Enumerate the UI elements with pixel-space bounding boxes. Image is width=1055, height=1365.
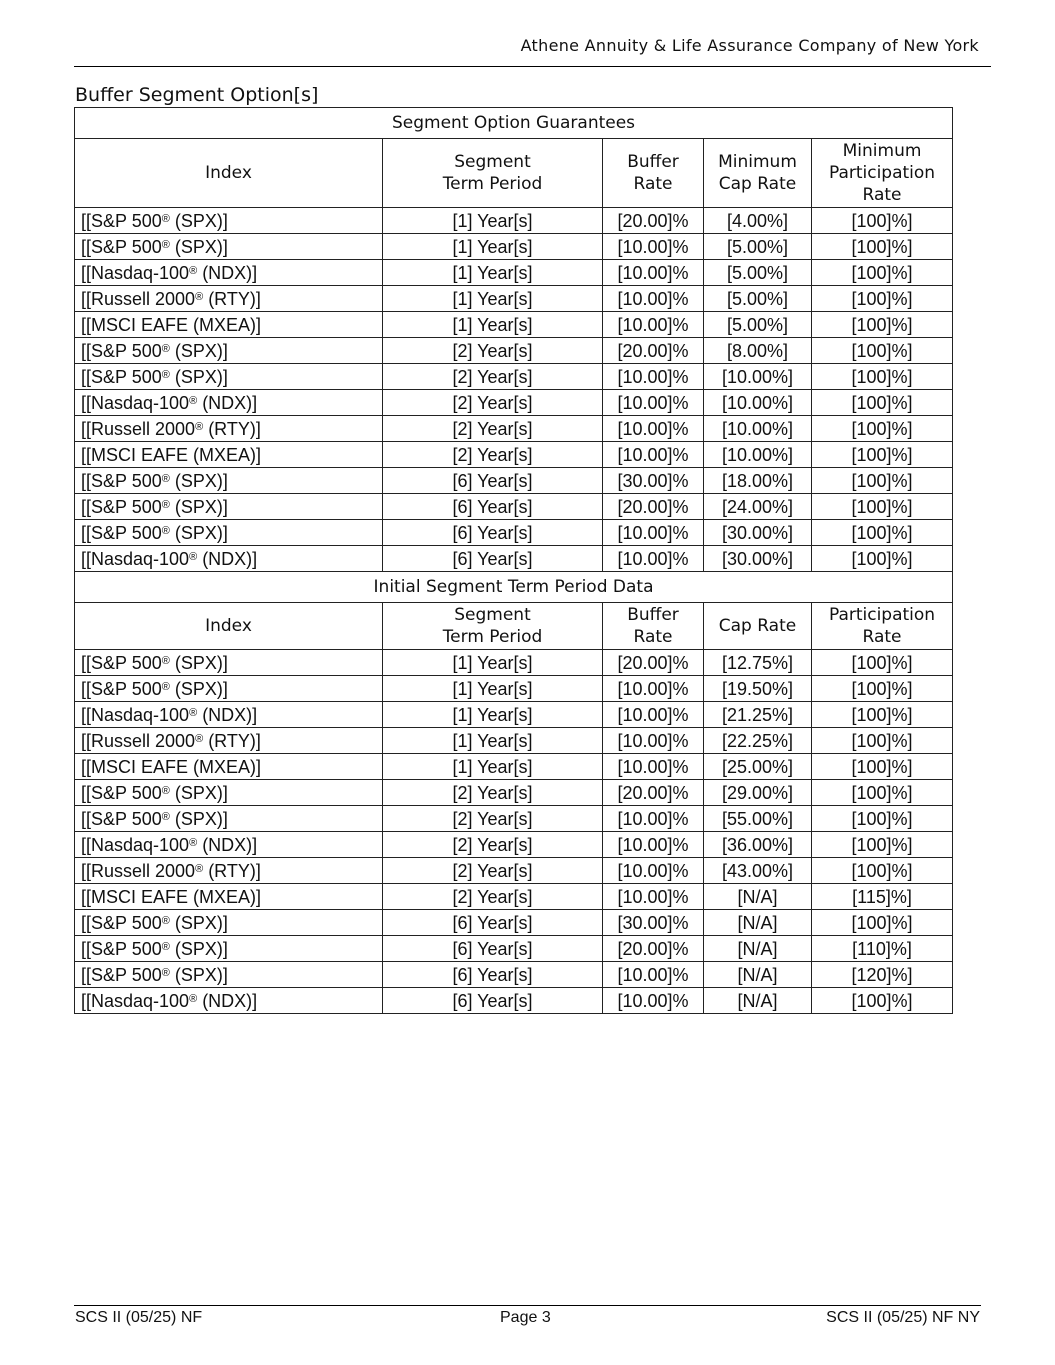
registered-mark: ® (195, 732, 204, 745)
participation-cell: [100]%] (812, 338, 953, 364)
participation-cell: [100]%] (812, 806, 953, 832)
index-ticker: (NDX)] (197, 704, 258, 725)
term-cell: [6] Year[s] (383, 520, 603, 546)
col-header-min-part-line3: Rate (862, 185, 902, 205)
buffer-cell: [10.00]% (603, 234, 704, 260)
buffer-cell: [10.00]% (603, 260, 704, 286)
table-row (75, 416, 953, 442)
index-cell (75, 832, 383, 858)
term-cell: [1] Year[s] (383, 754, 603, 780)
table-row (75, 338, 953, 364)
index-name: [[MSCI EAFE (MXEA)] (81, 886, 262, 907)
index-ticker: (SPX)] (169, 496, 228, 517)
index-name: [[Nasdaq-100 (81, 262, 190, 283)
index-cell (75, 702, 383, 728)
registered-mark: ® (189, 836, 198, 849)
index-name: [[S&P 500 (81, 470, 162, 491)
index-name: [[S&P 500 (81, 652, 162, 673)
index-ticker: (SPX)] (169, 964, 228, 985)
initial-rows (75, 650, 953, 1014)
index-ticker: (RTY)] (203, 730, 261, 751)
index-ticker: (NDX)] (197, 262, 258, 283)
participation-cell: [100]%] (812, 520, 953, 546)
col-header-term (383, 603, 603, 650)
footer-page-number: Page 3 (500, 1309, 551, 1326)
term-cell: [2] Year[s] (383, 884, 603, 910)
index-name: [[Russell 2000 (81, 730, 196, 751)
table-row (75, 936, 953, 962)
cap-cell: [30.00%] (704, 520, 812, 546)
index-name: [[Russell 2000 (81, 860, 196, 881)
table-row (75, 312, 953, 338)
index-cell (75, 260, 383, 286)
registered-mark: ® (161, 238, 170, 251)
index-ticker: (SPX)] (169, 782, 228, 803)
col-header-term (383, 139, 603, 208)
index-name: [[Nasdaq-100 (81, 392, 190, 413)
buffer-cell: [20.00]% (603, 494, 704, 520)
buffer-cell: [10.00]% (603, 884, 704, 910)
table-row (75, 884, 953, 910)
term-cell: [6] Year[s] (383, 468, 603, 494)
registered-mark: ® (189, 706, 198, 719)
participation-cell: [100]%] (812, 728, 953, 754)
index-cell (75, 650, 383, 676)
col-header-min-cap (704, 139, 812, 208)
cap-cell: [30.00%] (704, 546, 812, 572)
participation-cell: [100]%] (812, 910, 953, 936)
registered-mark: ® (161, 810, 170, 823)
registered-mark: ® (189, 550, 198, 563)
registered-mark: ® (189, 264, 198, 277)
cap-cell: [10.00%] (704, 442, 812, 468)
cap-cell: [N/A] (704, 910, 812, 936)
index-cell (75, 468, 383, 494)
participation-cell: [100]%] (812, 416, 953, 442)
index-ticker: (SPX)] (169, 938, 228, 959)
registered-mark: ® (195, 420, 204, 433)
registered-mark: ® (161, 498, 170, 511)
participation-cell: [100]%] (812, 676, 953, 702)
term-cell: [6] Year[s] (383, 936, 603, 962)
participation-cell: [120]%] (812, 962, 953, 988)
buffer-cell: [20.00]% (603, 780, 704, 806)
index-ticker: (NDX)] (197, 990, 258, 1011)
index-ticker: (SPX)] (169, 678, 228, 699)
index-name: [[MSCI EAFE (MXEA)] (81, 314, 262, 335)
cap-cell: [N/A] (704, 936, 812, 962)
buffer-cell: [10.00]% (603, 546, 704, 572)
term-cell: [1] Year[s] (383, 286, 603, 312)
buffer-cell: [10.00]% (603, 676, 704, 702)
index-name: [[S&P 500 (81, 782, 162, 803)
participation-cell: [115]%] (812, 884, 953, 910)
buffer-cell: [10.00]% (603, 728, 704, 754)
index-name: [[S&P 500 (81, 678, 162, 699)
participation-cell: [100]%] (812, 260, 953, 286)
participation-cell: [100]%] (812, 364, 953, 390)
buffer-cell: [20.00]% (603, 936, 704, 962)
participation-cell: [100]%] (812, 468, 953, 494)
col-header-index: Index (75, 603, 383, 650)
cap-cell: [10.00%] (704, 390, 812, 416)
cap-cell: [21.25%] (704, 702, 812, 728)
index-cell (75, 728, 383, 754)
participation-cell: [100]%] (812, 832, 953, 858)
index-cell (75, 858, 383, 884)
cap-cell: [19.50%] (704, 676, 812, 702)
index-cell (75, 806, 383, 832)
index-ticker: (RTY)] (203, 418, 261, 439)
index-name: [[Russell 2000 (81, 288, 196, 309)
col-header-term-line2: Term Period (442, 627, 543, 647)
index-name: [[S&P 500 (81, 340, 162, 361)
term-cell: [2] Year[s] (383, 780, 603, 806)
table-row (75, 676, 953, 702)
index-ticker: (SPX)] (169, 366, 228, 387)
index-name: [[S&P 500 (81, 938, 162, 959)
cap-cell: [5.00%] (704, 312, 812, 338)
buffer-cell: [10.00]% (603, 832, 704, 858)
participation-cell: [100]%] (812, 390, 953, 416)
buffer-cell: [10.00]% (603, 520, 704, 546)
participation-cell: [100]%] (812, 208, 953, 234)
table-row (75, 806, 953, 832)
col-header-cap: Cap Rate (704, 603, 812, 650)
table-row (75, 858, 953, 884)
term-cell: [6] Year[s] (383, 988, 603, 1014)
participation-cell: [100]%] (812, 546, 953, 572)
col-header-buffer-line1: Buffer (627, 605, 679, 625)
footer-form-number-ny: SCS II (05/25) NF NY (826, 1309, 980, 1326)
term-cell: [2] Year[s] (383, 416, 603, 442)
registered-mark: ® (161, 524, 170, 537)
buffer-cell: [10.00]% (603, 390, 704, 416)
cap-cell: [8.00%] (704, 338, 812, 364)
col-header-buffer-line2: Rate (633, 174, 673, 194)
buffer-cell: [10.00]% (603, 962, 704, 988)
index-ticker: (NDX)] (197, 392, 258, 413)
term-cell: [6] Year[s] (383, 494, 603, 520)
cap-cell: [12.75%] (704, 650, 812, 676)
index-cell (75, 390, 383, 416)
index-cell (75, 676, 383, 702)
table-row (75, 208, 953, 234)
cap-cell: [22.25%] (704, 728, 812, 754)
participation-cell: [100]%] (812, 858, 953, 884)
index-name: [[MSCI EAFE (MXEA)] (81, 444, 262, 465)
buffer-cell: [10.00]% (603, 286, 704, 312)
term-cell: [1] Year[s] (383, 702, 603, 728)
index-cell (75, 988, 383, 1014)
index-name: [[MSCI EAFE (MXEA)] (81, 756, 262, 777)
cap-cell: [4.00%] (704, 208, 812, 234)
registered-mark: ® (195, 290, 204, 303)
index-name: [[Nasdaq-100 (81, 548, 190, 569)
col-header-min-cap-line1: Minimum (718, 152, 797, 172)
guarantees-band-row (75, 108, 953, 139)
index-cell (75, 936, 383, 962)
table-row (75, 234, 953, 260)
cap-cell: [5.00%] (704, 260, 812, 286)
index-name: [[S&P 500 (81, 210, 162, 231)
index-ticker: (SPX)] (169, 340, 228, 361)
cap-cell: [10.00%] (704, 416, 812, 442)
buffer-cell: [10.00]% (603, 442, 704, 468)
cap-cell: [N/A] (704, 988, 812, 1014)
col-header-buffer-line2: Rate (633, 627, 673, 647)
cap-cell: [43.00%] (704, 858, 812, 884)
index-cell (75, 520, 383, 546)
index-cell (75, 208, 383, 234)
buffer-cell: [10.00]% (603, 312, 704, 338)
table-row (75, 910, 953, 936)
index-ticker: (SPX)] (169, 912, 228, 933)
index-cell (75, 312, 383, 338)
registered-mark: ® (161, 212, 170, 225)
initial-header-row (75, 603, 953, 650)
term-cell: [1] Year[s] (383, 676, 603, 702)
cap-cell: [18.00%] (704, 468, 812, 494)
col-header-min-part-line2: Participation (828, 163, 936, 183)
index-ticker: (SPX)] (169, 652, 228, 673)
index-cell (75, 754, 383, 780)
term-cell: [2] Year[s] (383, 390, 603, 416)
index-ticker: (SPX)] (169, 522, 228, 543)
index-name: [[S&P 500 (81, 522, 162, 543)
index-ticker: (RTY)] (203, 288, 261, 309)
index-name: [[Nasdaq-100 (81, 834, 190, 855)
registered-mark: ® (161, 914, 170, 927)
index-ticker: (RTY)] (203, 860, 261, 881)
index-name: [[S&P 500 (81, 964, 162, 985)
buffer-cell: [10.00]% (603, 858, 704, 884)
company-header: Athene Annuity & Life Assurance Company of New York (520, 36, 979, 55)
section-title: Buffer Segment Option[s] (75, 84, 319, 106)
table-row (75, 702, 953, 728)
participation-cell: [100]%] (812, 234, 953, 260)
buffer-cell: [10.00]% (603, 754, 704, 780)
participation-cell: [100]%] (812, 780, 953, 806)
registered-mark: ® (161, 940, 170, 953)
index-cell (75, 494, 383, 520)
index-cell (75, 910, 383, 936)
index-ticker: (NDX)] (197, 834, 258, 855)
term-cell: [2] Year[s] (383, 858, 603, 884)
initial-band-title: Initial Segment Term Period Data (75, 572, 953, 603)
cap-cell: [N/A] (704, 962, 812, 988)
term-cell: [1] Year[s] (383, 208, 603, 234)
table-row (75, 546, 953, 572)
index-name: [[Nasdaq-100 (81, 704, 190, 725)
index-name: [[Russell 2000 (81, 418, 196, 439)
cap-cell: [24.00%] (704, 494, 812, 520)
index-ticker: (SPX)] (169, 808, 228, 829)
col-header-min-participation (812, 139, 953, 208)
registered-mark: ® (195, 862, 204, 875)
guarantees-band-title: Segment Option Guarantees (75, 108, 953, 139)
term-cell: [1] Year[s] (383, 260, 603, 286)
col-header-buffer (603, 139, 704, 208)
term-cell: [6] Year[s] (383, 910, 603, 936)
table-row (75, 494, 953, 520)
index-cell (75, 884, 383, 910)
buffer-cell: [20.00]% (603, 650, 704, 676)
col-header-part-line2: Rate (862, 627, 902, 647)
index-ticker: (NDX)] (197, 548, 258, 569)
buffer-cell: [20.00]% (603, 338, 704, 364)
index-cell (75, 442, 383, 468)
index-name: [[S&P 500 (81, 366, 162, 387)
header-divider (74, 66, 991, 67)
term-cell: [1] Year[s] (383, 728, 603, 754)
guarantees-rows (75, 208, 953, 572)
col-header-min-cap-line2: Cap Rate (718, 174, 797, 194)
table-row (75, 442, 953, 468)
col-header-term-line2: Term Period (442, 174, 543, 194)
term-cell: [2] Year[s] (383, 806, 603, 832)
table-row (75, 728, 953, 754)
term-cell: [6] Year[s] (383, 546, 603, 572)
index-ticker: (SPX)] (169, 210, 228, 231)
term-cell: [1] Year[s] (383, 234, 603, 260)
table-row (75, 520, 953, 546)
index-cell (75, 962, 383, 988)
col-header-term-line1: Segment (454, 605, 531, 625)
index-cell (75, 546, 383, 572)
term-cell: [6] Year[s] (383, 962, 603, 988)
buffer-cell: [10.00]% (603, 702, 704, 728)
index-name: [[S&P 500 (81, 912, 162, 933)
table-row (75, 780, 953, 806)
index-cell (75, 234, 383, 260)
term-cell: [2] Year[s] (383, 364, 603, 390)
cap-cell: [25.00%] (704, 754, 812, 780)
cap-cell: [5.00%] (704, 234, 812, 260)
cap-cell: [5.00%] (704, 286, 812, 312)
registered-mark: ® (161, 966, 170, 979)
footer-divider (74, 1305, 981, 1306)
index-cell (75, 286, 383, 312)
col-header-buffer-line1: Buffer (627, 152, 679, 172)
col-header-index: Index (75, 139, 383, 208)
table-row (75, 754, 953, 780)
term-cell: [1] Year[s] (383, 650, 603, 676)
registered-mark: ® (161, 784, 170, 797)
term-cell: [2] Year[s] (383, 832, 603, 858)
index-cell (75, 338, 383, 364)
buffer-cell: [10.00]% (603, 364, 704, 390)
registered-mark: ® (161, 342, 170, 355)
buffer-cell: [30.00]% (603, 468, 704, 494)
term-cell: [1] Year[s] (383, 312, 603, 338)
table-row (75, 468, 953, 494)
registered-mark: ® (161, 472, 170, 485)
buffer-cell: [10.00]% (603, 416, 704, 442)
table-row (75, 650, 953, 676)
buffer-segment-table (74, 107, 953, 1014)
participation-cell: [100]%] (812, 988, 953, 1014)
cap-cell: [36.00%] (704, 832, 812, 858)
participation-cell: [100]%] (812, 312, 953, 338)
registered-mark: ® (161, 654, 170, 667)
participation-cell: [100]%] (812, 442, 953, 468)
cap-cell: [29.00%] (704, 780, 812, 806)
cap-cell: [10.00%] (704, 364, 812, 390)
participation-cell: [100]%] (812, 650, 953, 676)
participation-cell: [110]%] (812, 936, 953, 962)
registered-mark: ® (161, 368, 170, 381)
table-row (75, 962, 953, 988)
table-row (75, 286, 953, 312)
col-header-term-line1: Segment (454, 152, 531, 172)
registered-mark: ® (161, 680, 170, 693)
col-header-buffer (603, 603, 704, 650)
buffer-cell: [10.00]% (603, 988, 704, 1014)
table-row (75, 390, 953, 416)
index-name: [[S&P 500 (81, 236, 162, 257)
guarantees-header-row (75, 139, 953, 208)
cap-cell: [55.00%] (704, 806, 812, 832)
table-row (75, 988, 953, 1014)
index-name: [[S&P 500 (81, 496, 162, 517)
participation-cell: [100]%] (812, 494, 953, 520)
table-row (75, 364, 953, 390)
col-header-participation (812, 603, 953, 650)
participation-cell: [100]%] (812, 702, 953, 728)
buffer-cell: [20.00]% (603, 208, 704, 234)
table-row (75, 832, 953, 858)
index-ticker: (SPX)] (169, 236, 228, 257)
term-cell: [2] Year[s] (383, 338, 603, 364)
participation-cell: [100]%] (812, 286, 953, 312)
index-ticker: (SPX)] (169, 470, 228, 491)
footer-form-number: SCS II (05/25) NF (75, 1309, 203, 1326)
table-row (75, 260, 953, 286)
index-cell (75, 364, 383, 390)
participation-cell: [100]%] (812, 754, 953, 780)
registered-mark: ® (189, 992, 198, 1005)
buffer-cell: [10.00]% (603, 806, 704, 832)
index-name: [[Nasdaq-100 (81, 990, 190, 1011)
registered-mark: ® (189, 394, 198, 407)
cap-cell: [N/A] (704, 884, 812, 910)
col-header-min-part-line1: Minimum (842, 141, 922, 161)
index-cell (75, 416, 383, 442)
term-cell: [2] Year[s] (383, 442, 603, 468)
buffer-cell: [30.00]% (603, 910, 704, 936)
col-header-part-line1: Participation (828, 605, 936, 625)
index-cell (75, 780, 383, 806)
index-name: [[S&P 500 (81, 808, 162, 829)
initial-band-row (75, 572, 953, 603)
